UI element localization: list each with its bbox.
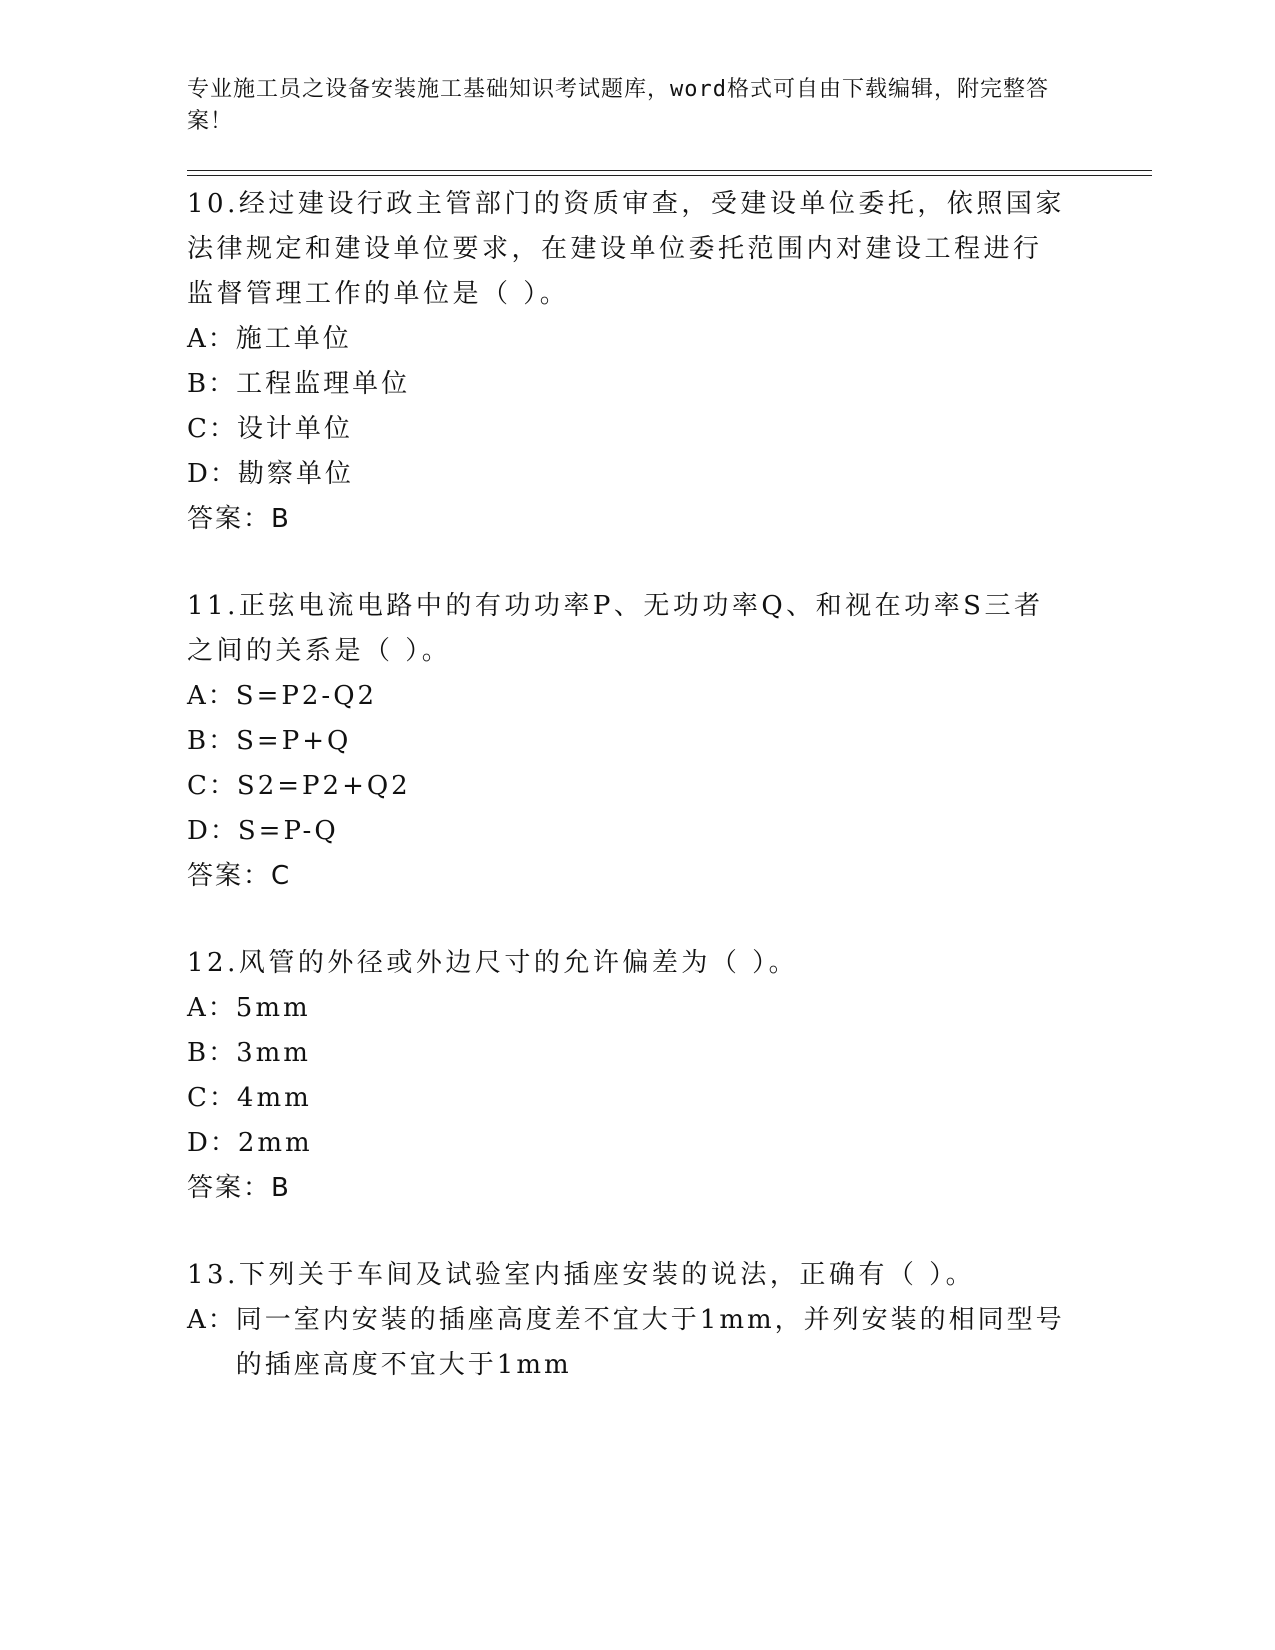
document-page — [187, 74, 1107, 1388]
option-letter: C： — [187, 414, 237, 444]
option-letter: A： — [187, 681, 236, 711]
option-b — [187, 719, 1067, 764]
document-header: 专业施工员之设备安装施工基础知识考试题库，word格式可自由下载编辑，附完整答案！ — [187, 77, 1049, 134]
answer-line: 答案：B — [187, 1173, 291, 1203]
answer-line: 答案：B — [187, 504, 291, 534]
option-letter: A： — [187, 324, 236, 354]
option-a — [187, 1298, 1067, 1388]
header-double-rule — [187, 170, 1152, 176]
option-a — [187, 674, 1067, 719]
option-text: S=P+Q — [236, 726, 352, 756]
question-10 — [187, 182, 1107, 542]
question-13 — [187, 1253, 1107, 1388]
option-text: S2=P2+Q2 — [236, 771, 411, 801]
option-d — [187, 452, 1067, 497]
option-text: 3mm — [236, 1038, 311, 1068]
option-text: 4mm — [236, 1083, 312, 1113]
option-text: 2mm — [237, 1128, 313, 1158]
option-b — [187, 1031, 1067, 1076]
answer-line: 答案：C — [187, 861, 292, 891]
option-letter: C： — [187, 771, 237, 801]
option-a — [187, 317, 1067, 362]
option-text: S=P2-Q2 — [235, 681, 378, 711]
option-text: 勘察单位 — [237, 459, 354, 489]
option-c — [187, 764, 1067, 809]
option-letter: C： — [187, 1083, 237, 1113]
option-letter: D： — [187, 459, 238, 489]
question-stem: 10.经过建设行政主管部门的资质审查，受建设单位委托，依照国家法律规定和建设单位要求，在建设单位委托范围内对建设工程进行监督管理工作的单位是（ ）。 — [187, 189, 1065, 309]
option-letter: B： — [187, 369, 237, 399]
option-c — [187, 1076, 1067, 1121]
option-b — [187, 362, 1067, 407]
option-letter: B： — [187, 726, 237, 756]
option-text: 施工单位 — [235, 324, 352, 354]
option-a — [187, 986, 1067, 1031]
option-text: 设计单位 — [236, 414, 353, 444]
option-d — [187, 1121, 1067, 1166]
option-text: 5mm — [235, 993, 311, 1023]
option-d — [187, 809, 1067, 854]
question-11 — [187, 584, 1107, 899]
option-c — [187, 407, 1067, 452]
question-stem: 13.下列关于车间及试验室内插座安装的说法，正确有（ ）。 — [187, 1260, 976, 1290]
option-letter: B： — [187, 1038, 237, 1068]
option-letter: A： — [187, 1305, 236, 1335]
option-letter: A： — [187, 993, 236, 1023]
question-12 — [187, 941, 1107, 1211]
option-letter: D： — [187, 816, 238, 846]
option-letter: D： — [187, 1128, 238, 1158]
option-text: 工程监理单位 — [236, 369, 411, 399]
option-text: 同一室内安装的插座高度差不宜大于1mm，并列安装的相同型号的插座高度不宜大于1mm — [235, 1305, 1065, 1380]
option-text: S=P-Q — [237, 816, 339, 846]
question-stem: 12.风管的外径或外边尺寸的允许偏差为（ ）。 — [187, 948, 799, 978]
question-stem: 11.正弦电流电路中的有功功率P、无功功率Q、和视在功率S三者之间的关系是（ ）。 — [187, 591, 1044, 666]
